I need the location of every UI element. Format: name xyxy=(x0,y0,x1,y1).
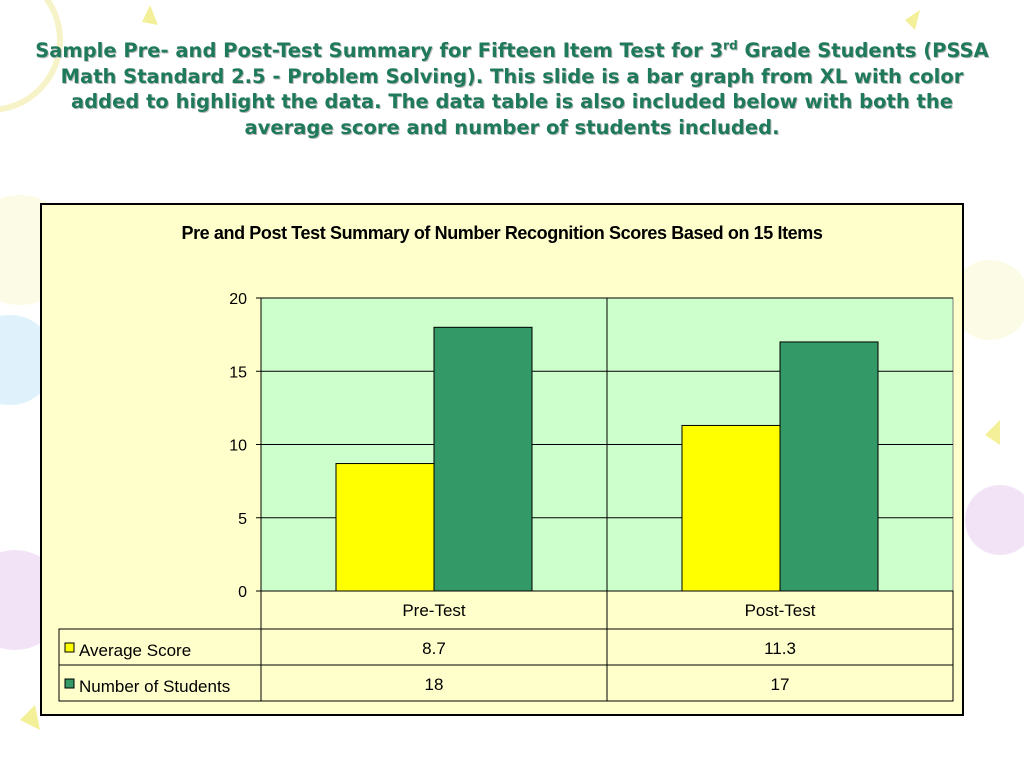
slide-title: Sample Pre- and Post-Test Summary for Fifteen Item Test for 3rd Grade Students (PSSA Math Standard 2.5 - Problem Solving). This slide is a bar graph from XL with color added to highlight the data. The data table is also included below with both the average score and number of students included. xyxy=(35,38,989,139)
bar-chart xyxy=(42,205,962,714)
legend-label: Average Score xyxy=(79,641,192,660)
y-tick-label: 15 xyxy=(229,364,247,382)
y-tick-label: 5 xyxy=(238,510,247,528)
deco-circle xyxy=(965,485,1024,555)
legend-label: Number of Students xyxy=(79,677,231,696)
deco-triangle xyxy=(905,10,920,30)
bar xyxy=(434,327,532,591)
bar xyxy=(780,342,878,591)
table-cell: 8.7 xyxy=(422,639,446,658)
table-cell: 18 xyxy=(424,675,444,694)
table-cell: 11.3 xyxy=(764,639,796,658)
x-category-label: Pre-Test xyxy=(402,601,466,620)
table-cell: 17 xyxy=(770,675,790,694)
y-tick-label: 20 xyxy=(229,291,247,308)
legend-swatch xyxy=(65,679,74,688)
y-tick-label: 10 xyxy=(229,437,247,455)
y-tick-label: 0 xyxy=(238,584,247,601)
x-category-label: Post-Test xyxy=(744,601,816,620)
deco-triangle xyxy=(20,705,40,730)
legend-swatch xyxy=(65,643,74,652)
deco-triangle xyxy=(142,5,158,25)
chart-title: Pre and Post Test Summary of Number Recognition Scores Based on 15 Items xyxy=(181,223,823,243)
deco-triangle xyxy=(985,420,1000,445)
bar xyxy=(682,425,780,591)
chart-frame xyxy=(40,203,964,716)
bar xyxy=(336,464,434,591)
